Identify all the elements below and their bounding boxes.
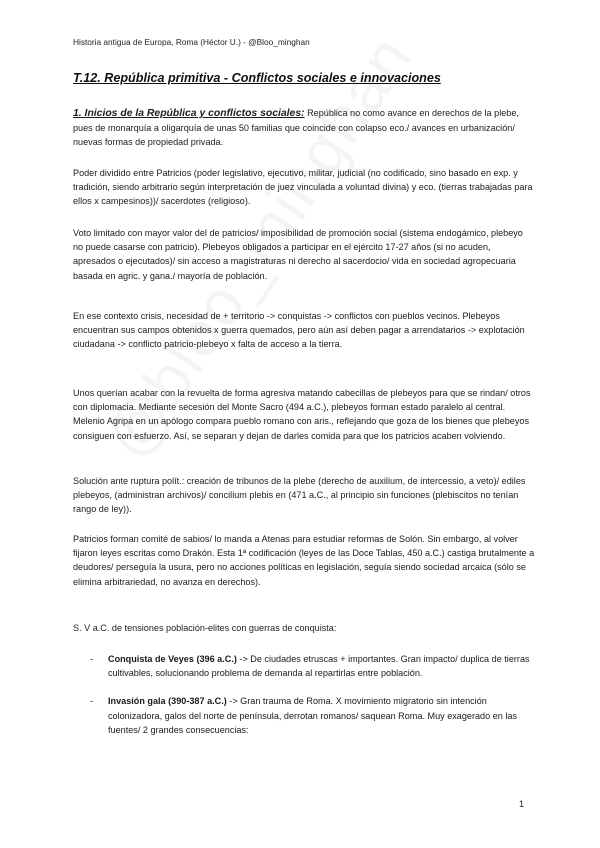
list-dash: - [90, 654, 94, 664]
page-number: 1 [519, 799, 525, 809]
paragraph-text: S. V a.C. de tensiones población-elites con guerras de conquista: [73, 623, 337, 633]
page-title: T.12. República primitiva - Conflictos sociales e innovaciones [73, 71, 441, 85]
paragraph-6 [73, 532, 535, 589]
list-dash: - [90, 696, 94, 707]
paragraph-3 [73, 309, 535, 352]
paragraph-7 [73, 621, 535, 635]
paragraph-text: Poder dividido entre Patricios (poder legislativo, ejecutivo, militar, judicial (no codificado, sino basado en exp. y tradición, siendo arbitrario según interpretación de juez vinculada a voluntad divina) y eco. (tierras trabajadas para ellos x campesinos))/ sacerdotes (religioso). [73, 168, 533, 207]
paragraph-1 [73, 166, 535, 209]
section-1-text: República no como avance en derechos de la plebe, pues de monarquía a oligarquía de unas 50 familias que coincide con colapso eco./ avances en urbanización/ nuevas formas de propiedad privada. [73, 108, 519, 148]
section-1-heading: 1. Inicios de la República y conflictos sociales: [73, 108, 305, 119]
list-item-text: -> De ciudades etruscas + importantes. Gran impacto/ duplica de tierras cultivables, solucionando problema de demanda al repartirlas entre población. [108, 654, 530, 679]
paragraph-4 [73, 386, 535, 443]
list-item-bold: Invasión gala (390-387 a.C.) [108, 696, 227, 707]
bullet-list [73, 652, 535, 737]
list-item [73, 652, 535, 680]
paragraph-text: Voto limitado con mayor valor del de patricios/ imposibilidad de promoción social (sistema endogámico, plebeyo no puede casarse con patricio). Plebeyos obligados a participar en el ejército 17-27 años (si no acuden, apresados o ejecutados)/ sin acceso a magistraturas ni derecho al sacerdocio/ vida en sociedad agropecuaria basada en agric. y gana./ mayoría de población. [73, 228, 523, 281]
paragraph-text: Patricios forman comité de sabios/ lo manda a Atenas para estudiar reformas de Solón. Sin embargo, al volver fijaron leyes escritas como Drakón. Esta 1ª codificación (leyes de las Doce Tablas, 450 a.C.) castiga brutalmente a deudores/ perseguía la usura, pero no acciones políticas en legislación, seguía siendo sociedad arcaica (sólo se elimina arbitrariedad, no avanza en derechos). [73, 534, 535, 587]
list-item-text: -> Gran trauma de Roma. X movimiento migratorio sin intención colonizadora, galos del norte de península, derrotan romanos/ saquean Roma. Muy exagerado en las fuentes/ 2 grandes consecuencias: [108, 696, 517, 735]
list-item [73, 694, 535, 737]
paragraph-2 [73, 226, 535, 283]
list-item-bold: Conquista de Veyes (396 a.C.) [108, 654, 237, 664]
paragraph-text: Solución ante ruptura polít.: creación de tribunos de la plebe (derecho de auxilium, de intercessio, a veto)/ ediles plebeyos, (administran archivos)/ concilium plebis en (471 a.C., al principio sin funciones (plebiscitos no tenían rango de ley)). [73, 476, 526, 515]
paragraph-text: Unos querían acabar con la revuelta de forma agresiva matando cabecillas de plebeyos para que se rindan/ otros con diplomacia. Mediante secesión del Monte Sacro (494 a.C.), plebeyos forman estado paralelo al central. Melenio Agripa en un apólogo compara pueblo romano con aris., reflejando que goza de los bienes que plebeyos consiguen con esfuerzo. Así, se separan y dejan de darles comida para que los patricios acaben volviendo. [73, 388, 531, 441]
page-header: Historia antigua de Europa, Roma (Héctor U.) - @Bloo_minghan [73, 37, 310, 47]
paragraph-5 [73, 474, 535, 517]
paragraph-text: En ese contexto crisis, necesidad de + territorio -> conquistas -> conflictos con pueblos vecinos. Plebeyos encuentran sus campos obtenidos x guerra quemados, pero aún así deben pagar a arrendatarios -> explotación ciudadana -> conflicto patricio-plebeyo x falta de acceso a la tierra. [73, 311, 525, 350]
section-1-paragraph [73, 106, 535, 150]
